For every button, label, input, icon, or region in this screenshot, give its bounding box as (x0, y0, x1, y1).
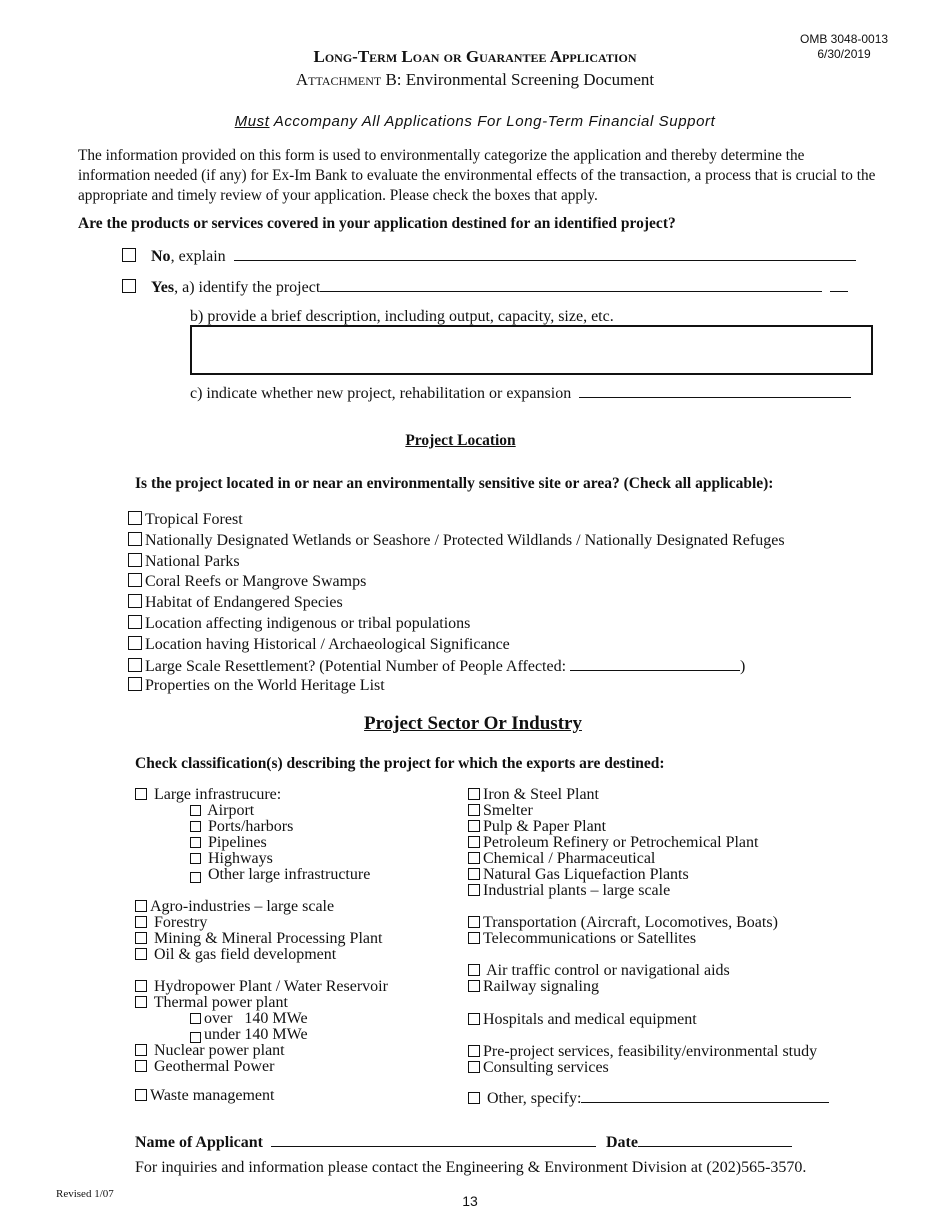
airport-checkbox[interactable] (190, 805, 201, 816)
spacer (135, 883, 388, 899)
location-list (128, 510, 785, 697)
mining-checkbox[interactable] (135, 932, 147, 944)
agro-label: Agro-industries – large scale (150, 898, 335, 915)
applicant-name-field[interactable] (271, 1132, 596, 1147)
large-infra-label: Large infrastrucure: (154, 786, 282, 803)
spacer (468, 947, 829, 963)
tropical-forest-checkbox[interactable] (128, 511, 142, 525)
project-sector-heading: Project Sector Or Industry (364, 713, 582, 734)
sector-other-infra (135, 867, 388, 883)
transportation-label: Transportation (Aircraft, Locomotives, Boats) (483, 914, 778, 931)
description-label: b) provide a brief description, including output, capacity, size, etc. (190, 308, 614, 325)
telecom-label: Telecommunications or Satellites (483, 930, 697, 947)
historical-checkbox[interactable] (128, 636, 142, 650)
highways-checkbox[interactable] (190, 853, 201, 864)
telecom-checkbox[interactable] (468, 932, 480, 944)
sector-waste (135, 1088, 388, 1104)
sector-lng (468, 867, 829, 883)
highways-label: Highways (208, 850, 273, 867)
sector-hydro (135, 979, 388, 995)
agro-checkbox[interactable] (135, 900, 147, 912)
sector-chemical (468, 851, 829, 867)
sector-over-140 (135, 1011, 388, 1027)
pulp-checkbox[interactable] (468, 820, 480, 832)
resettlement-close-paren: ) (740, 657, 746, 675)
sector-right-column (468, 786, 829, 1107)
pipelines-checkbox[interactable] (190, 837, 201, 848)
petroleum-checkbox[interactable] (468, 836, 480, 848)
applicant-name-label: Name of Applicant (135, 1134, 263, 1151)
nuclear-label: Nuclear power plant (154, 1042, 285, 1059)
consulting-label: Consulting services (483, 1059, 609, 1076)
no-checkbox[interactable] (122, 248, 136, 262)
other-checkbox[interactable] (468, 1092, 480, 1104)
sector-railway (468, 979, 829, 995)
subtitle-prefix: Attachment (295, 70, 382, 89)
hydro-label: Hydropower Plant / Water Reservoir (154, 978, 388, 995)
world-heritage-checkbox[interactable] (128, 677, 142, 691)
project-description-box[interactable] (190, 325, 873, 375)
location-item-historical (128, 635, 785, 656)
project-type-row (190, 383, 851, 403)
endangered-species-label: Habitat of Endangered Species (145, 594, 343, 612)
resettlement-label: Large Scale Resettlement? (Potential Number of People Affected: (145, 657, 571, 675)
national-parks-checkbox[interactable] (128, 553, 142, 567)
location-item-world-heritage (128, 676, 785, 697)
nuclear-checkbox[interactable] (135, 1044, 147, 1056)
yes-row (122, 277, 848, 297)
spacer (468, 899, 829, 915)
iron-label: Iron & Steel Plant (483, 786, 599, 803)
sector-smelter (468, 803, 829, 819)
other-infra-label: Other large infrastructure (208, 866, 371, 883)
mining-label: Mining & Mineral Processing Plant (154, 930, 383, 947)
waste-label: Waste management (150, 1087, 275, 1104)
tropical-forest-label: Tropical Forest (145, 511, 243, 528)
intro-paragraph: The information provided on this form is used to environmentally categorize the application and thereby determine the information needed (if any) for Ex-Im Bank to evaluate the environmental effects of the transaction, a process that is crucial to the appropriate and timely review of your application. Please check the boxes that apply. (78, 147, 876, 204)
sector-iron (468, 787, 829, 803)
location-item-national-parks (128, 552, 785, 573)
yes-checkbox[interactable] (122, 279, 136, 293)
omb-number: OMB 3048-0013 (800, 32, 889, 46)
sector-industrial (468, 883, 829, 899)
national-parks-label: National Parks (145, 552, 240, 570)
coral-reefs-checkbox[interactable] (128, 573, 142, 587)
sector-ports (135, 819, 388, 835)
indigenous-label: Location affecting indigenous or tribal populations (145, 614, 471, 632)
sector-agro (135, 899, 388, 915)
location-question: Is the project located in or near an environmentally sensitive site or area? (Check all applicable): (135, 475, 774, 492)
no-row (122, 246, 856, 266)
sector-mining (135, 931, 388, 947)
iron-checkbox[interactable] (468, 788, 480, 800)
wetlands-label: Nationally Designated Wetlands or Seashore / Protected Wildlands / Nationally Designated Refuges (145, 531, 785, 549)
wetlands-checkbox[interactable] (128, 532, 142, 546)
endangered-species-checkbox[interactable] (128, 594, 142, 608)
sector-petroleum (468, 835, 829, 851)
project-type-label: c) indicate whether new project, rehabilitation or expansion (190, 385, 572, 402)
consulting-checkbox[interactable] (468, 1061, 480, 1073)
oilgas-label: Oil & gas field development (154, 946, 337, 963)
identified-project-question: Are the products or services covered in your application destined for an identified project? (78, 215, 676, 232)
resettlement-checkbox[interactable] (128, 658, 142, 672)
spacer (468, 1028, 829, 1044)
location-item-wetlands (128, 531, 785, 552)
omb-date: 6/30/2019 (817, 47, 871, 61)
form-title: Long-Term Loan or Guarantee Application (313, 47, 637, 66)
oilgas-checkbox[interactable] (135, 948, 147, 960)
must-word: Must (234, 113, 270, 130)
industrial-checkbox[interactable] (468, 884, 480, 896)
chemical-label: Chemical / Pharmaceutical (483, 850, 656, 867)
airport-label: Airport (207, 802, 255, 819)
other-infra-checkbox[interactable] (190, 872, 201, 883)
people-affected-field[interactable] (570, 656, 740, 671)
yes-label: Yes (151, 279, 175, 296)
petroleum-label: Petroleum Refinery or Petrochemical Plant (483, 834, 759, 851)
sector-hospitals (468, 1012, 829, 1028)
forestry-label: Forestry (154, 914, 208, 931)
hospitals-checkbox[interactable] (468, 1013, 480, 1025)
waste-checkbox[interactable] (135, 1089, 147, 1101)
subtitle-rest: B: Environmental Screening Document (385, 70, 655, 89)
sector-pulp (468, 819, 829, 835)
thermal-checkbox[interactable] (135, 996, 147, 1008)
date-label: Date (606, 1134, 638, 1151)
over-140-label: over 140 MWe (204, 1010, 308, 1027)
under-140-label: under 140 MWe (204, 1026, 308, 1043)
railway-checkbox[interactable] (468, 980, 480, 992)
revised-note: Revised 1/07 (56, 1188, 114, 1200)
contact-info: For inquiries and information please contact the Engineering & Environment Division at (202)565-3570. (135, 1159, 807, 1176)
pipelines-label: Pipelines (208, 834, 267, 851)
sector-consulting (468, 1060, 829, 1076)
geothermal-label: Geothermal Power (154, 1058, 275, 1075)
smelter-checkbox[interactable] (468, 804, 480, 816)
must-accompany-note (0, 113, 950, 130)
location-item-resettlement (128, 656, 785, 677)
no-explain-label: , explain (170, 248, 226, 265)
sector-highways (135, 851, 388, 867)
sector-transportation (468, 915, 829, 931)
preproject-label: Pre-project services, feasibility/environmental study (483, 1043, 818, 1060)
coral-reefs-label: Coral Reefs or Mangrove Swamps (145, 573, 367, 591)
sector-geothermal (135, 1059, 388, 1075)
sector-left-column (135, 787, 388, 1104)
spacer (468, 995, 829, 1011)
project-identify-field[interactable] (320, 277, 822, 292)
spacer (135, 963, 388, 979)
railway-label: Railway signaling (483, 978, 599, 995)
form-subtitle (0, 70, 950, 90)
sector-thermal (135, 995, 388, 1011)
no-explain-field[interactable] (234, 246, 856, 261)
preproject-checkbox[interactable] (468, 1045, 480, 1057)
location-item-endangered-species (128, 593, 785, 614)
transportation-checkbox[interactable] (468, 916, 480, 928)
location-item-tropical-forest (128, 510, 785, 531)
smelter-label: Smelter (483, 802, 533, 819)
page-number: 13 (462, 1193, 478, 1209)
sector-large-infra (135, 787, 388, 803)
date-field[interactable] (638, 1132, 792, 1147)
ports-checkbox[interactable] (190, 821, 201, 832)
world-heritage-label: Properties on the World Heritage List (145, 677, 385, 695)
airtraffic-label: Air traffic control or navigational aids (486, 962, 730, 979)
indigenous-checkbox[interactable] (128, 615, 142, 629)
large-infra-checkbox[interactable] (135, 788, 147, 800)
forestry-checkbox[interactable] (135, 916, 147, 928)
sector-under-140 (135, 1027, 388, 1043)
lng-checkbox[interactable] (468, 868, 480, 880)
project-type-field[interactable] (579, 383, 851, 398)
project-location-heading: Project Location (405, 432, 516, 449)
sector-airport (135, 803, 388, 819)
other-specify-field[interactable] (581, 1088, 829, 1103)
location-item-indigenous (128, 614, 785, 635)
sector-oilgas (135, 947, 388, 963)
pulp-label: Pulp & Paper Plant (483, 818, 607, 835)
chemical-checkbox[interactable] (468, 852, 480, 864)
sector-telecom (468, 931, 829, 947)
sector-other (468, 1088, 829, 1107)
historical-label: Location having Historical / Archaeological Significance (145, 635, 510, 653)
must-rest: Accompany All Applications For Long-Term Financial Support (269, 113, 716, 130)
industrial-label: Industrial plants – large scale (483, 882, 671, 899)
no-label: No (151, 248, 171, 265)
sector-preproject (468, 1044, 829, 1060)
airtraffic-checkbox[interactable] (468, 964, 480, 976)
sector-forestry (135, 915, 388, 931)
hospitals-label: Hospitals and medical equipment (483, 1011, 697, 1028)
over-140-checkbox[interactable] (190, 1013, 201, 1024)
sector-question: Check classification(s) describing the project for which the exports are destined: (135, 755, 665, 772)
location-item-coral-reefs (128, 572, 785, 593)
lng-label: Natural Gas Liquefaction Plants (483, 866, 689, 883)
geothermal-checkbox[interactable] (135, 1060, 147, 1072)
other-label: Other, specify: (487, 1090, 582, 1107)
signature-row (135, 1132, 792, 1152)
thermal-label: Thermal power plant (153, 994, 288, 1011)
project-identify-field-extra (830, 277, 848, 292)
sector-nuclear (135, 1043, 388, 1059)
hydro-checkbox[interactable] (135, 980, 147, 992)
ports-label: Ports/harbors (208, 818, 294, 835)
yes-identify-label: , a) identify the project (174, 279, 321, 296)
sector-airtraffic (468, 963, 829, 979)
sector-pipelines (135, 835, 388, 851)
